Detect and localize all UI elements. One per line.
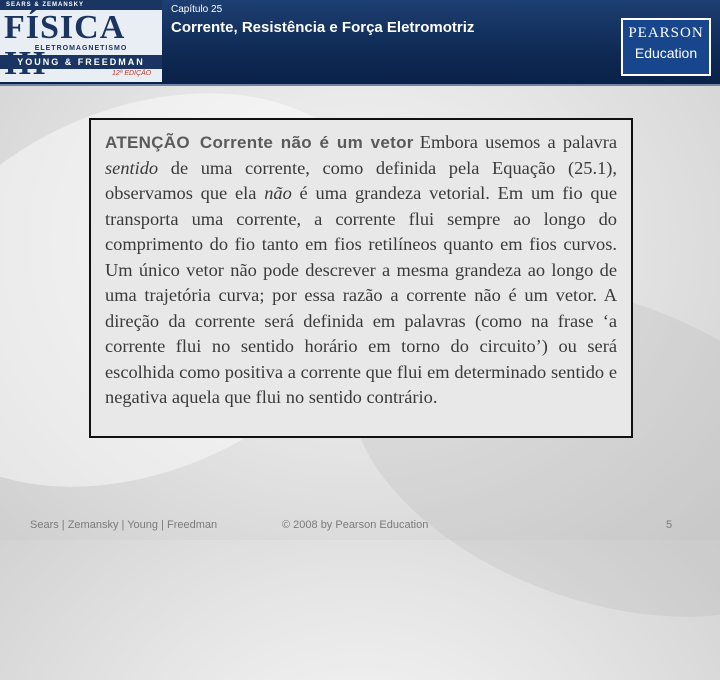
text-emphasis-sentido: sentido	[105, 157, 159, 178]
logo-subtitle: ELETROMAGNETISMO	[34, 45, 128, 52]
chapter-label: Capítulo 25	[171, 4, 223, 15]
footer-authors: Sears | Zemansky | Young | Freedman	[30, 519, 218, 531]
text-part-3: é uma grandeza vetorial. Em um fio que transporta uma corrente, a corrente flui sempre ao longo do comprimento do fio tanto em fios retilíneos quanto em fios curvos. Um único vetor não pode descrever a mesma grandeza ao longo de uma trajetória curva; por essa razão a corrente não é um vetor. A direção da corrente será definida em palavras (como na frase ‘a corrente flui no sentido horário em torno do circuito’) ou será escolhida como positiva a corrente que flui em determinado sentido e negativa aquela que flui no sentido contrário.	[105, 183, 617, 407]
book-cover-logo	[0, 0, 162, 82]
attention-text	[105, 130, 617, 411]
text-emphasis-nao: não	[264, 183, 292, 203]
text-part-2: de uma corrente, como definida pela Equação (25.1), observamos que ela	[105, 157, 617, 203]
footer-copyright: © 2008 by Pearson Education	[282, 519, 429, 531]
attention-heading: Corrente não é um vetor	[199, 133, 414, 152]
attention-label: ATENÇÃO	[105, 133, 190, 152]
page-number: 5	[666, 519, 673, 531]
logo-top-line: SEARS & ZEMANSKY	[0, 0, 162, 10]
page-title: Corrente, Resistência e Força Eletromotriz	[171, 19, 475, 36]
pearson-education-logo	[621, 18, 711, 76]
logo-edition: 12ª EDIÇÃO	[112, 70, 152, 77]
attention-box	[89, 118, 633, 438]
pearson-logo-line2: Education	[634, 45, 698, 61]
logo-title: FÍSICA	[4, 9, 124, 46]
logo-authors: YOUNG & FREEDMAN	[0, 55, 162, 69]
text-part-1: Embora usemos a palavra	[419, 132, 617, 152]
pearson-logo-line1: PEARSON	[628, 25, 704, 41]
slide-header	[0, 0, 720, 86]
